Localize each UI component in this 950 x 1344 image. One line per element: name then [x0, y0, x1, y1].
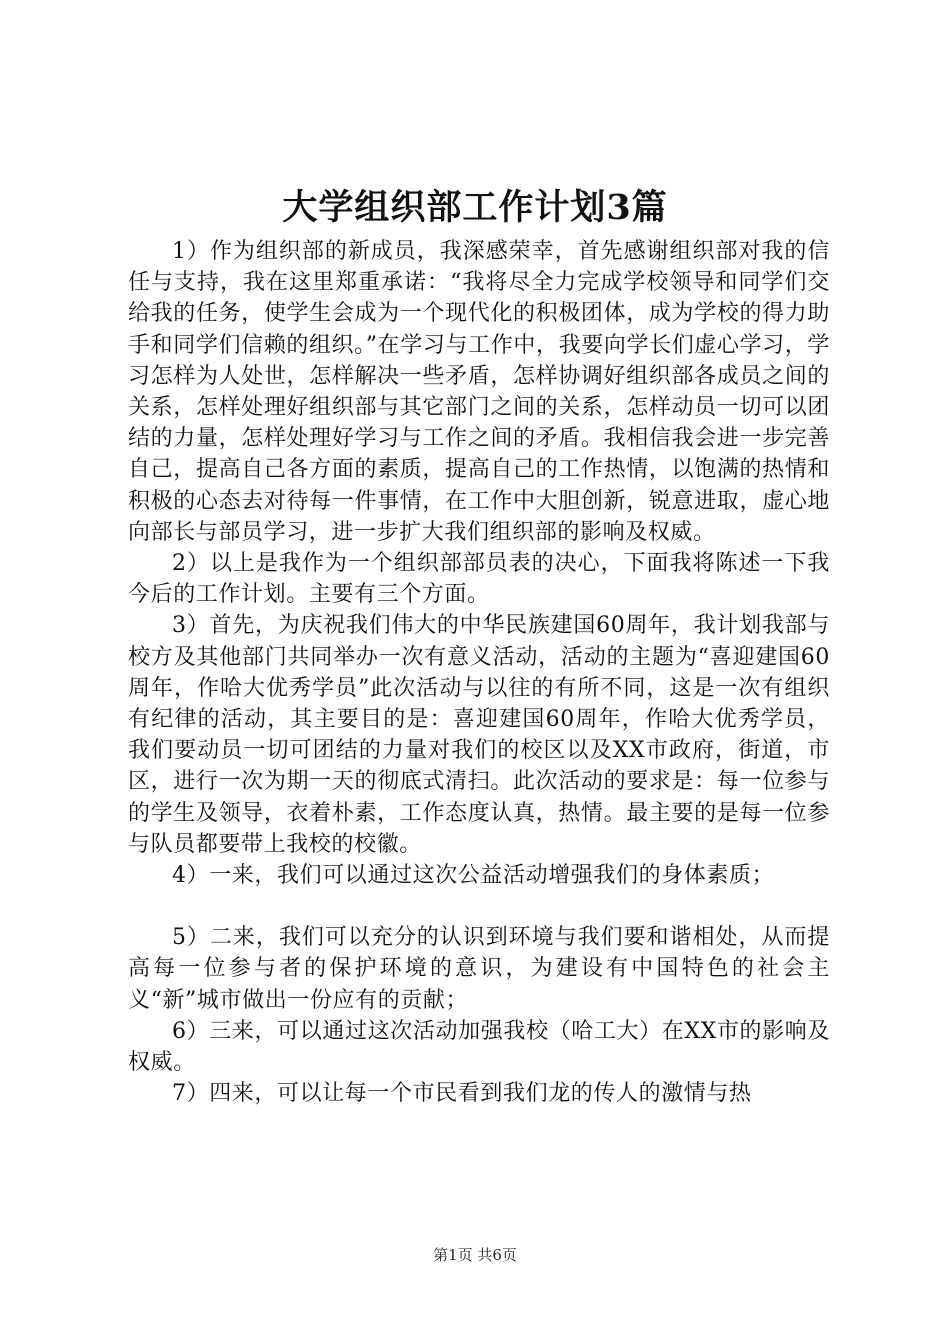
document-title: 大学组织部工作计划3篇: [282, 187, 668, 228]
page-footer: 第1页 共6页: [433, 1246, 517, 1264]
document-body: [128, 236, 830, 1109]
paragraph-2: 2）以上是我作为一个组织部部员表的决心，下面我将陈述一下我今后的工作计划。主要有三个方面。: [128, 551, 830, 608]
paragraph-1: 1）作为组织部的新成员，我深感荣幸，首先感谢组织部对我的信任与支持，我在这里郑重承诺：“我将尽全力完成学校领导和同学们交给我的任务，使学生会成为一个现代化的积极团体，成为学校的得力助手和同学们信赖的组织。”在学习与工作中，我要向学长们虚心学习，学习怎样为人处世，怎样解决一些矛盾，怎样协调好组织部各成员之间的关系，怎样处理好组织部与其它部门之间的关系，怎样动员一切可以团结的力量，怎样处理好学习与工作之间的矛盾。我相信我会进一步完善自己，提高自己各方面的素质，提高自己的工作热情，以饱满的热情和积极的心态去对待每一件事情，在工作中大胆创新，锐意进取，虚心地向部长与部员学习，进一步扩大我们组织部的影响及权威。: [128, 239, 830, 545]
paragraph-3: 3）首先，为庆祝我们伟大的中华民族建国60周年，我计划我部与校方及其他部门共同举办一次有意义活动，活动的主题为“喜迎建国60周年，作哈大优秀学员”此次活动与以往的有所不同，这是一次有组织有纪律的活动，其主要目的是：喜迎建国60周年，作哈大优秀学员，我们要动员一切可团结的力量对我们的校区以及XX市政府，街道，市区，进行一次为期一天的彻底式清扫。此次活动的要求是：每一位参与的学生及领导，衣着朴素，工作态度认真，热情。最主要的是每一位参与队员都要带上我校的校徽。: [128, 613, 830, 857]
paragraph-6: 6）三来，可以通过这次活动加强我校（哈工大）在XX市的影响及权威。: [128, 1018, 830, 1076]
paragraph-4: 4）一来，我们可以通过这次公益活动增强我们的身体素质；: [172, 863, 775, 889]
paragraph-5: 5）二来，我们可以充分的认识到环境与我们要和谐相处，从而提高每一位参与者的保护环境的意识，为建设有中国特色的社会主义“新”城市做出一份应有的贡献；: [128, 925, 830, 1013]
paragraph-7: 7）四来，可以让每一个市民看到我们龙的传人的激情与热: [172, 1081, 752, 1107]
